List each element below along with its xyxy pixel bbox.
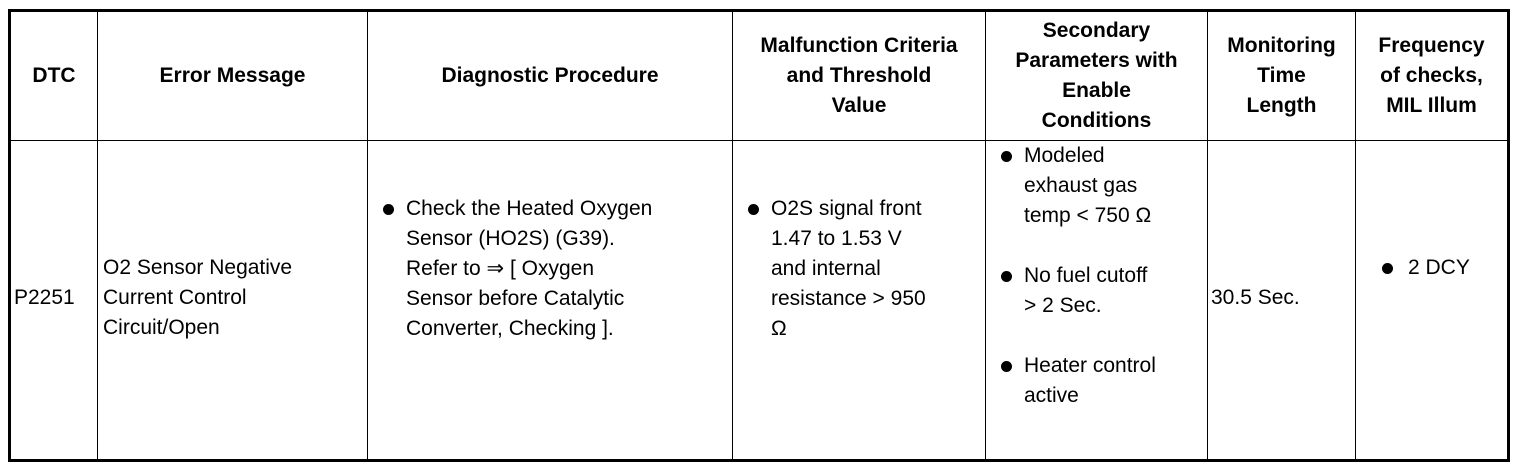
frequency-list — [1356, 253, 1507, 283]
error-message: O2 Sensor Negative Current Control Circuit/Open — [103, 256, 293, 339]
header-row — [10, 11, 1509, 141]
header-dtc: DTC — [10, 11, 98, 141]
list-item: Check the Heated Oxygen Sensor (HO2S) (G39). Refer to ⇒ [ Oxygen Sensor before Catalytic Converter, Checking ]. — [368, 194, 732, 344]
bullet-icon — [1001, 271, 1012, 282]
cell-monitoring-time — [1208, 141, 1356, 461]
bullet-icon — [748, 204, 759, 215]
list-item: Heater control active — [986, 351, 1207, 411]
header-diagnostic-procedure: Diagnostic Procedure — [368, 11, 733, 141]
cell-diagnostic-procedure — [368, 141, 733, 461]
cell-dtc — [10, 141, 98, 461]
list-item: Modeled exhaust gas temp < 750 Ω — [986, 141, 1207, 231]
bullet-icon — [1001, 361, 1012, 372]
monitoring-time: 30.5 Sec. — [1211, 286, 1300, 309]
header-malfunction-criteria: Malfunction Criteria and Threshold Value — [733, 11, 986, 141]
dtc-table — [8, 9, 1510, 462]
secondary-list — [986, 141, 1207, 411]
cell-secondary-parameters — [986, 141, 1208, 461]
bullet-icon — [1382, 263, 1393, 274]
bullet-icon — [1001, 151, 1012, 162]
malfunction-list — [733, 194, 985, 344]
dtc-code: P2251 — [14, 286, 75, 309]
cell-frequency — [1356, 141, 1509, 461]
header-secondary-parameters: Secondary Parameters with Enable Conditions — [986, 11, 1208, 141]
header-error-message: Error Message — [98, 11, 368, 141]
diagnostic-list — [368, 194, 732, 344]
list-item: No fuel cutoff > 2 Sec. — [986, 261, 1207, 321]
header-monitoring-time: Monitoring Time Length — [1208, 11, 1356, 141]
bullet-icon — [383, 204, 394, 215]
list-item: O2S signal front 1.47 to 1.53 V and internal resistance > 950 Ω — [733, 194, 985, 344]
list-item: 2 DCY — [1356, 253, 1507, 283]
cell-malfunction-criteria — [733, 141, 986, 461]
header-frequency: Frequency of checks, MIL Illum — [1356, 11, 1509, 141]
cell-error-message — [98, 141, 368, 461]
table-row — [10, 141, 1509, 461]
